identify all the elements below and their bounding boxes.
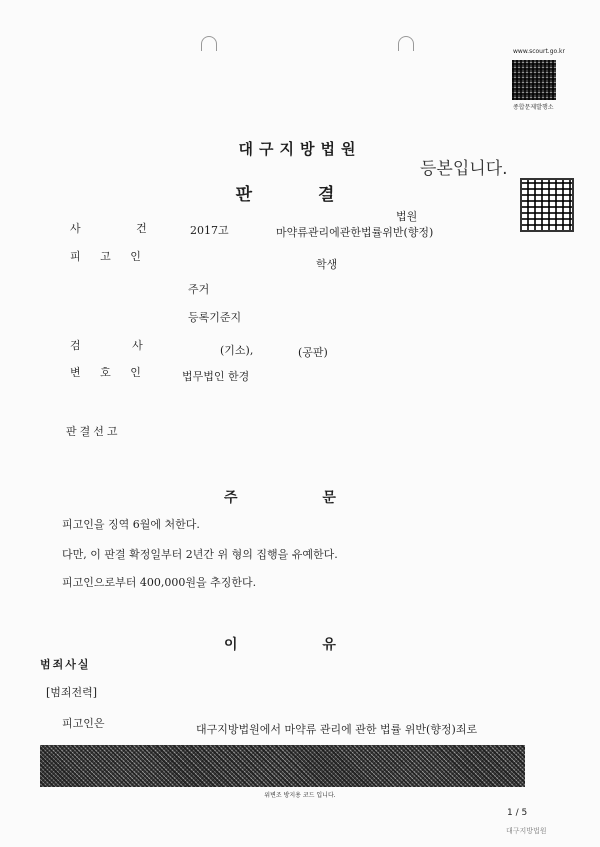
certified-copy-note: 등본입니다.	[420, 159, 508, 179]
punch-hole-left	[201, 36, 217, 51]
residence-label: 주거	[188, 283, 210, 296]
anti-forgery-notice: 위변조 방지용 코드 입니다.	[264, 792, 336, 799]
sentencing-date-label: 판결선고	[66, 425, 121, 438]
case-name: 마약류관리에관한법률위반(향정)	[276, 226, 434, 239]
registration-label: 등록기준지	[188, 311, 242, 324]
footer-court-stamp: 대구지방법원	[506, 827, 547, 835]
counsel-name: 법무법인 한경	[182, 370, 250, 383]
case-label: 사 건	[70, 222, 173, 235]
punch-hole-right	[398, 36, 414, 51]
order-heading: 주 문	[224, 490, 376, 506]
order-line-3: 피고인으로부터 400,000원을 추징한다.	[62, 576, 257, 589]
reasons-heading: 이 유	[224, 637, 376, 653]
trial-text: (공판)	[298, 346, 328, 359]
prosecutor-label: 검 사	[70, 339, 167, 352]
defendant-label: 피 고 인	[70, 250, 149, 263]
order-line-1: 피고인을 징역 6월에 처한다.	[62, 518, 200, 531]
prior-conviction-text: 대구지방법원에서 마약류 관리에 관한 법률 위반(향정)죄로	[196, 723, 478, 736]
counsel-label: 변 호 인	[70, 366, 149, 379]
qr-caption: 종합문제발행소	[513, 104, 554, 111]
anti-forgery-code	[40, 745, 525, 787]
defendant-text: 피고인은	[62, 717, 105, 730]
order-line-2: 다만, 이 판결 확정일부터 2년간 위 형의 집행을 유예한다.	[62, 548, 338, 561]
page-number: 1 / 5	[507, 808, 528, 818]
prior-label: [범죄전력]	[46, 686, 98, 699]
indictment-text: (기소),	[220, 344, 254, 357]
document-title: 판 결	[235, 185, 365, 205]
court-name: 대구지방법원	[238, 140, 362, 158]
verification-qr-code	[512, 60, 556, 100]
facts-label: 범죄사실	[40, 658, 91, 671]
occupation: 학생	[316, 258, 338, 271]
case-number: 2017고	[190, 224, 229, 237]
court-suffix: 법원	[396, 210, 418, 223]
scourt-url: www.scourt.go.kr	[513, 48, 565, 55]
